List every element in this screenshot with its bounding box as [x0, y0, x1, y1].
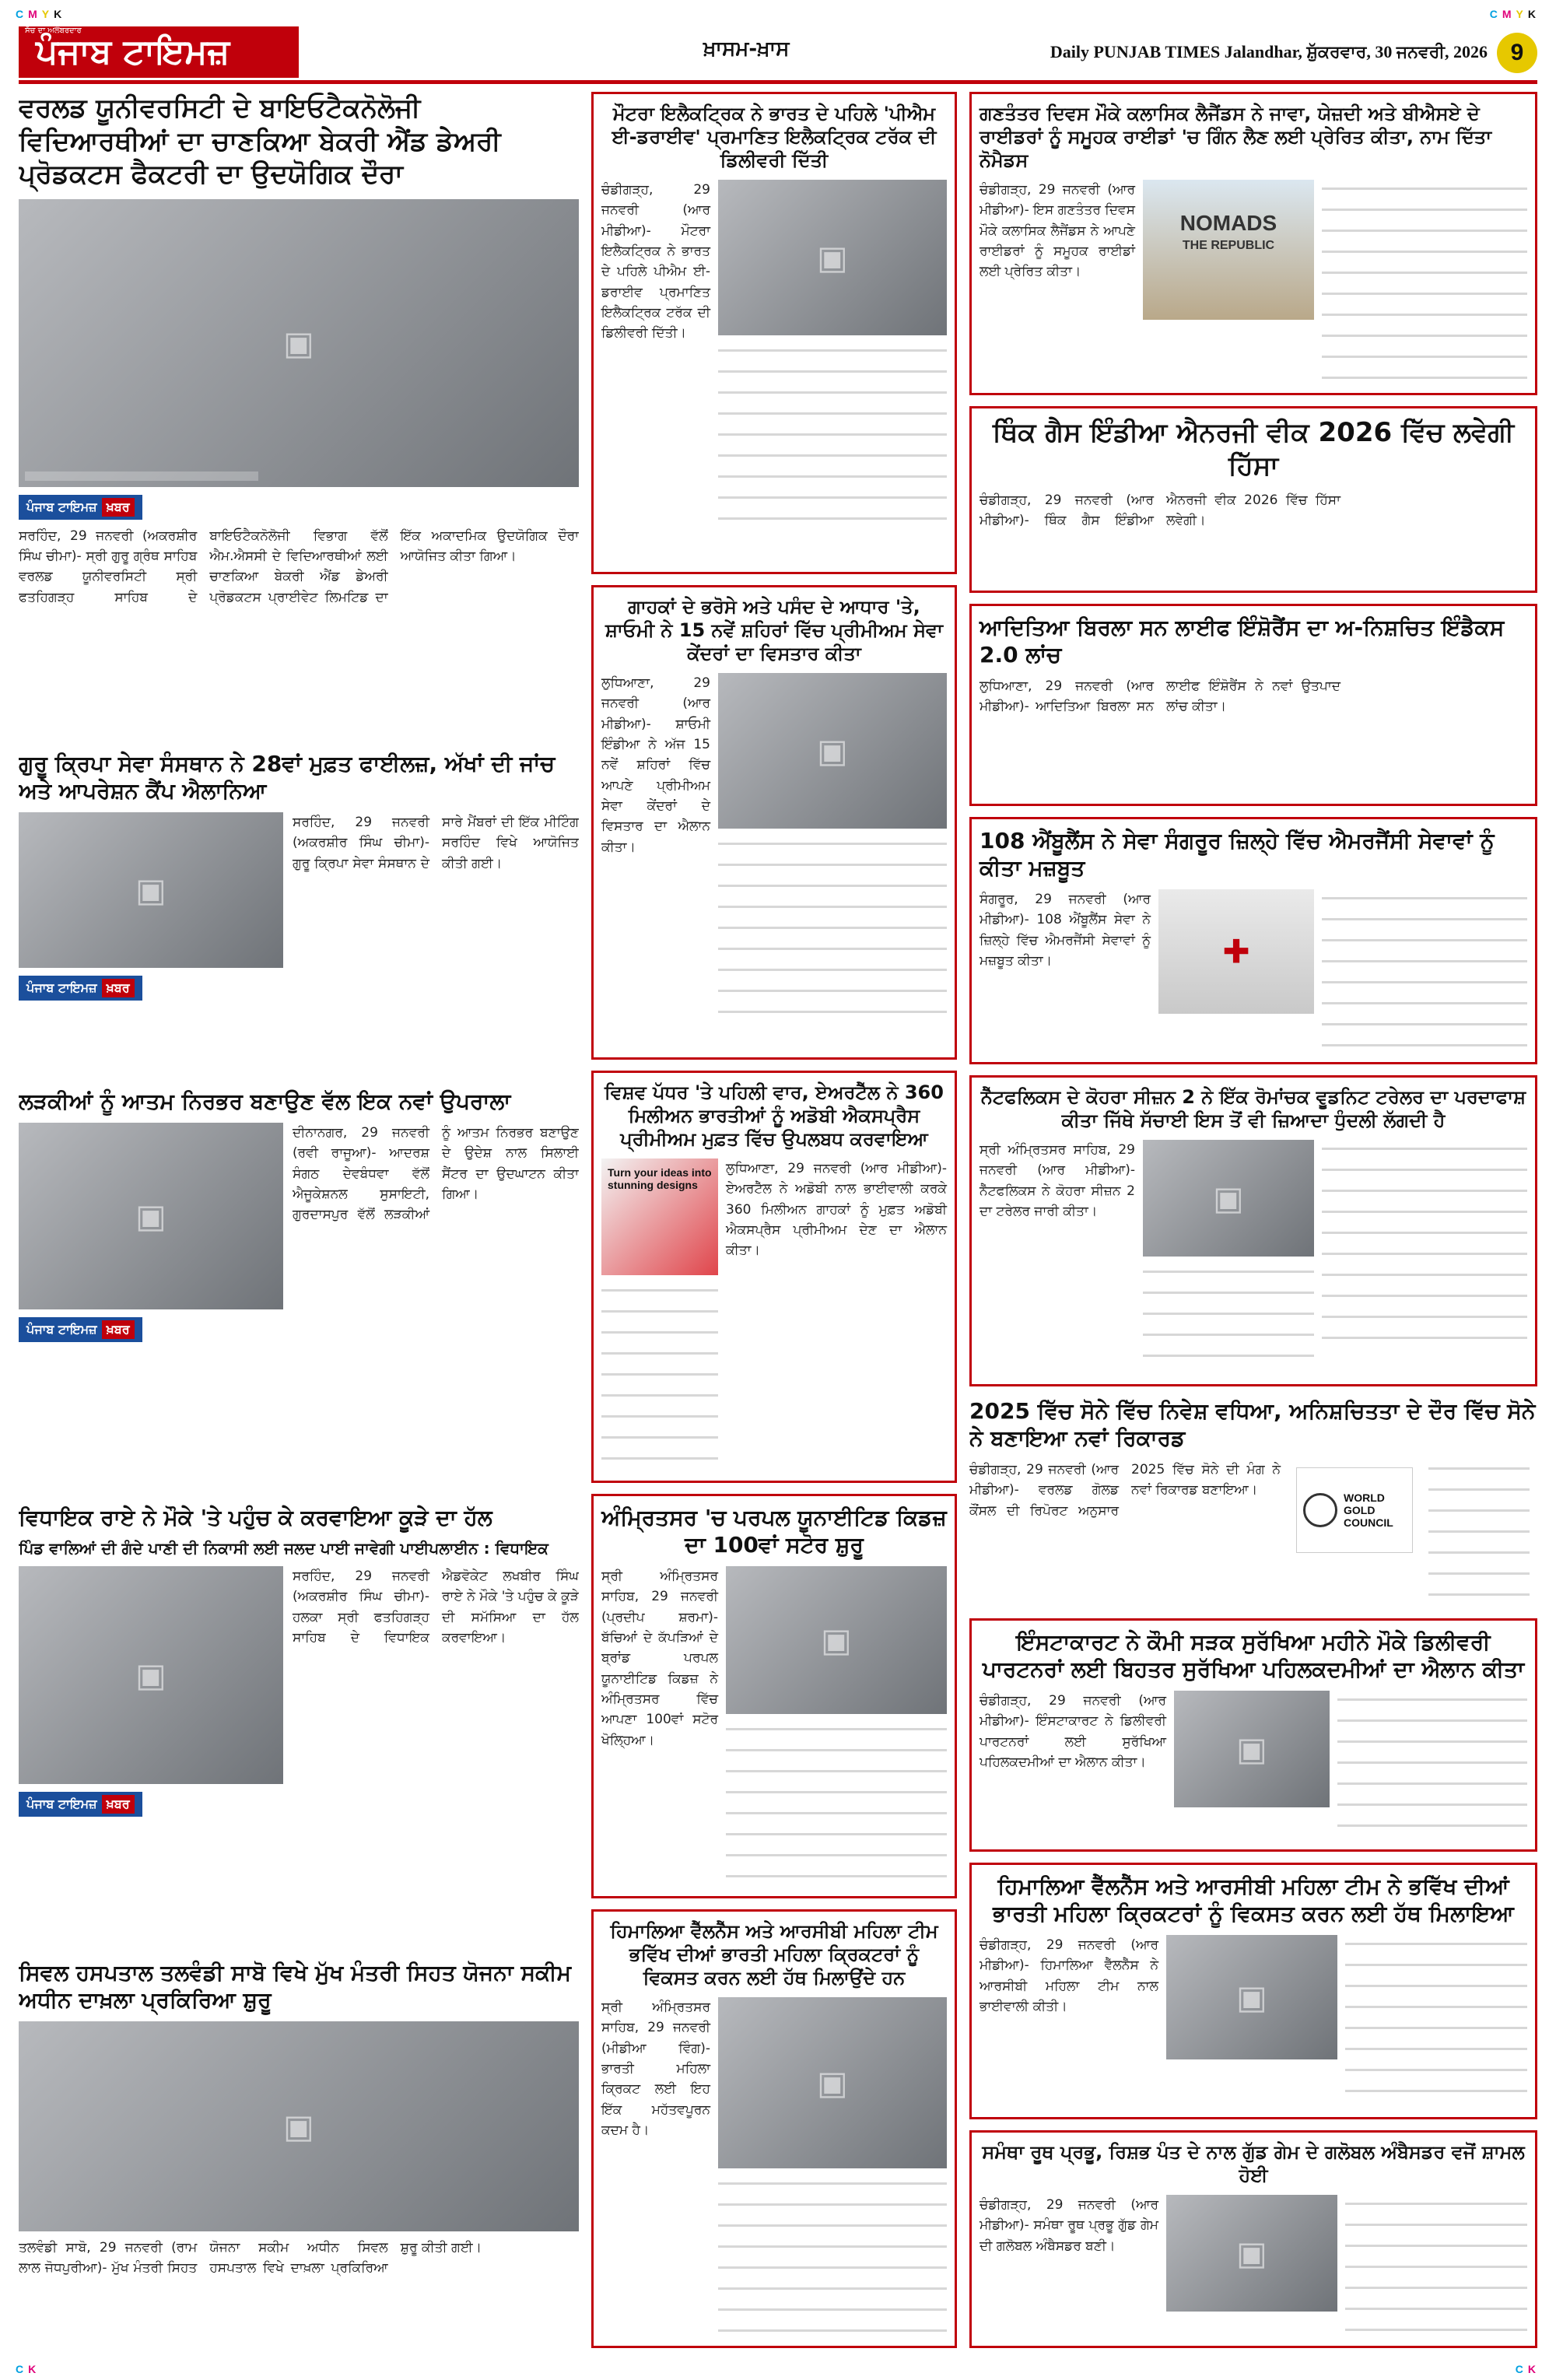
section-title: ਖ਼ਾਸਮ-ਖ਼ਾਸ: [703, 37, 790, 61]
article-body-continued: [1322, 180, 1527, 390]
article-body-continued: [718, 835, 947, 1014]
headline: ਥਿੰਕ ਗੈਸ ਇੰਡੀਆ ਐਨਰਜੀ ਵੀਕ 2026 ਵਿੱਚ ਲਵੇਗੀ ਹਿੱਸਾ: [992, 417, 1515, 482]
article-girls-self-reliant: [19, 1088, 579, 1492]
article-body: ਲੁਧਿਆਣਾ, 29 ਜਨਵਰੀ (ਆਰ ਮੀਡੀਆ)- ਆਦਿਤਿਆ ਬਿਰਲਾ ਸਨ ਲਾਈਫ ਇੰਸ਼ੋਰੈਂਸ ਨੇ ਨਵਾਂ ਉਤਪਾਦ ਲਾਂਚ ਕੀਤਾ।: [980, 678, 1340, 715]
article-body: ਸ੍ਰੀ ਅੰਮ੍ਰਿਤਸਰ ਸਾਹਿਬ, 29 ਜਨਵਰੀ (ਪ੍ਰਦੀਪ ਸ਼ਰਮਾ)- ਬੱਚਿਆਂ ਦੇ ਕੱਪੜਿਆਂ ਦੇ ਬ੍ਰਾਂਡ ਪਰਪਲ ਯੂਨਾਈਟਿਡ ਕਿਡਜ਼ ਨੇ ਅੰਮ੍ਰਿਤਸਰ ਵਿੱਚ ਆਪਣਾ 100ਵਾਂ ਸਟੋਰ ਖੋਲ੍ਹਿਆ।: [601, 1569, 718, 1748]
poster-subtitle: THE REPUBLIC: [1182, 239, 1275, 252]
byline-tag: ਪੰਜਾਬ ਟਾਇਮਜ਼ ਖ਼ਬਰ: [19, 495, 142, 520]
article-108-ambulance: [969, 817, 1537, 1064]
article-motra-electric: [591, 92, 957, 574]
headline: ਵਰਲਡ ਯੂਨੀਵਰਸਿਟੀ ਦੇ ਬਾਇਓਟੈਕਨੋਲੋਜੀ ਵਿਦਿਆਰਥੀਆਂ ਦਾ ਚਾਣਕਿਆ ਬੇਕਰੀ ਐਂਡ ਡੇਅਰੀ ਪ੍ਰੋਡਕਟਸ ਫੈਕਟਰੀ ਦਾ ਉਦਯੋਗਿਕ ਦੌਰਾ: [19, 93, 501, 190]
image-icon: ▣: [817, 2063, 848, 2102]
headline: ਸਮੰਥਾ ਰੂਥ ਪ੍ਰਭੂ, ਰਿਸ਼ਭ ਪੰਤ ਦੇ ਨਾਲ ਗੁੱਡ ਗੇਮ ਦੇ ਗਲੋਬਲ ਅੰਬੈਸਡਰ ਵਜੋਂ ਸ਼ਾਮਲ ਹੋਈ: [982, 2141, 1525, 2186]
article-body-continued: [601, 1281, 718, 1468]
article-samantha-goodgame: [969, 2130, 1537, 2348]
photo-trailer-still: [1143, 1140, 1314, 1257]
article-world-university: [19, 92, 579, 738]
photo-hospital: [19, 2021, 579, 2231]
column-left: [19, 92, 579, 2348]
article-purple-united-kids: [591, 1494, 957, 1898]
byline-tag: ਪੰਜਾਬ ਟਾਇਮਜ਼ ਖ਼ਬਰ: [19, 976, 142, 1001]
registration-marks-top-right: CMYK: [1489, 8, 1540, 20]
article-body-continued: [1345, 1935, 1527, 2106]
article-body-continued: [1428, 1460, 1530, 1607]
headline: ਅੰਮ੍ਰਿਤਸਰ 'ਚ ਪਰਪਲ ਯੂਨਾਈਟਿਡ ਕਿਡਜ਼ ਦਾ 100ਵਾਂ ਸਟੋਰ ਸ਼ੁਰੂ: [601, 1505, 947, 1558]
article-body: ਚੰਡੀਗੜ੍ਹ, 29 ਜਨਵਰੀ (ਆਰ ਮੀਡੀਆ)- ਇੰਸਟਾਕਾਰਟ ਨੇ ਡਿਲੀਵਰੀ ਪਾਰਟਨਰਾਂ ਲਈ ਸੁਰੱਖਿਆ ਪਹਿਲਕਦਮੀਆਂ ਦਾ ਐਲਾਨ ਕੀਤਾ।: [980, 1693, 1166, 1771]
photo-meeting: [19, 812, 283, 968]
registration-marks-top-left: CMYK: [16, 8, 67, 20]
article-body: ਚੰਡੀਗੜ੍ਹ, 29 ਜਨਵਰੀ (ਆਰ ਮੀਡੀਆ)- ਹਿਮਾਲਿਆ ਵੈੱਲਨੈੱਸ ਨੇ ਆਰਸੀਬੀ ਮਹਿਲਾ ਟੀਮ ਨਾਲ ਭਾਈਵਾਲੀ ਕੀਤੀ।: [980, 1937, 1158, 2015]
article-body: ਚੰਡੀਗੜ੍ਹ, 29 ਜਨਵਰੀ (ਆਰ ਮੀਡੀਆ)- ਮੌਟਰਾ ਇਲੈਕਟ੍ਰਿਕ ਨੇ ਭਾਰਤ ਦੇ ਪਹਿਲੇ ਪੀਐਮ ਈ-ਡਰਾਈਵ ਪ੍ਰਮਾਣਿਤ ਇਲੈਕਟ੍ਰਿਕ ਟਰੱਕ ਦੀ ਡਿਲੀਵਰੀ ਦਿੱਤੀ।: [601, 182, 710, 342]
image-icon: ▣: [283, 2107, 314, 2146]
article-body-continued: [718, 342, 947, 536]
image-icon: ▣: [1236, 1730, 1267, 1768]
article-xiaomi-service: [591, 585, 957, 1060]
headline: ਗਾਹਕਾਂ ਦੇ ਭਰੋਸੇ ਅਤੇ ਪਸੰਦ ਦੇ ਆਧਾਰ 'ਤੇ, ਸ਼ਾਓਮੀ ਨੇ 15 ਨਵੇਂ ਸ਼ਹਿਰਾਂ ਵਿੱਚ ਪ੍ਰੀਮੀਅਮ ਸੇਵਾ ਕੇਂਦਰਾਂ ਦਾ ਵਿਸਤਾਰ ਕੀਤਾ: [605, 596, 943, 664]
globe-icon: [1303, 1493, 1337, 1527]
image-icon: ▣: [135, 1656, 166, 1695]
article-body: ਚੰਡੀਗੜ੍ਹ, 29 ਜਨਵਰੀ (ਆਰ ਮੀਡੀਆ)- ਇਸ ਗਣਤੰਤਰ ਦਿਵਸ ਮੌਕੇ ਕਲਾਸਿਕ ਲੈਜੈਂਡਸ ਨੇ ਆਪਣੇ ਰਾਈਡਰਾਂ ਨੂੰ ਸਮੂਹਕ ਰਾਈਡਾਂ ਲਈ ਪ੍ਰੇਰਿਤ ਕੀਤਾ।: [980, 182, 1135, 280]
byline-tag: ਪੰਜਾਬ ਟਾਇਮਜ਼ ਖ਼ਬਰ: [19, 1317, 142, 1342]
ad-text: Turn your ideas into stunning designs: [608, 1166, 712, 1191]
photo-students-group: [19, 199, 579, 487]
headline: ਹਿਮਾਲਿਆ ਵੈੱਲਨੈੱਸ ਅਤੇ ਆਰਸੀਬੀ ਮਹਿਲਾ ਟੀਮ ਭਵਿੱਖ ਦੀਆਂ ਭਾਰਤੀ ਮਹਿਲਾ ਕ੍ਰਿਕਟਰਾਂ ਨੂੰ ਵਿਕਸਤ ਕਰਨ ਲਈ ਹੱਥ ਮਿਲਾਉਂਦੇ ਹਨ: [610, 1920, 938, 1989]
article-body-continued: [1322, 1140, 1527, 1358]
headline: ਹਿਮਾਲਿਆ ਵੈੱਲਨੈੱਸ ਅਤੇ ਆਰਸੀਬੀ ਮਹਿਲਾ ਟੀਮ ਨੇ ਭਵਿੱਖ ਦੀਆਂ ਭਾਰਤੀ ਮਹਿਲਾ ਕ੍ਰਿਕਟਰਾਂ ਨੂੰ ਵਿਕਸਤ ਕਰਨ ਲਈ ਹੱਥ ਮਿਲਾਇਆ: [993, 1874, 1514, 1926]
registration-marks-bottom-left: CK: [16, 2363, 41, 2375]
photo-cricket-team: [718, 1997, 947, 2168]
column-right: [969, 92, 1537, 2348]
photo-sewing-centre: [19, 1123, 283, 1309]
article-body: ਚੰਡੀਗੜ੍ਹ, 29 ਜਨਵਰੀ (ਆਰ ਮੀਡੀਆ)- ਸਮੰਥਾ ਰੂਥ ਪ੍ਰਭੂ ਗੁੱਡ ਗੇਮ ਦੀ ਗਲੋਬਲ ਅੰਬੈਸਡਰ ਬਣੀ।: [980, 2197, 1158, 2254]
article-body: ਲੁਧਿਆਣਾ, 29 ਜਨਵਰੀ (ਆਰ ਮੀਡੀਆ)- ਸ਼ਾਓਮੀ ਇੰਡੀਆ ਨੇ ਅੱਜ 15 ਨਵੇਂ ਸ਼ਹਿਰਾਂ ਵਿੱਚ ਆਪਣੇ ਪ੍ਰੀਮੀਅਮ ਸੇਵਾ ਕੇਂਦਰਾਂ ਦੇ ਵਿਸਤਾਰ ਦਾ ਐਲਾਨ ਕੀਤਾ।: [601, 675, 710, 855]
headline: ਗਣਤੰਤਰ ਦਿਵਸ ਮੌਕੇ ਕਲਾਸਿਕ ਲੈਜੈਂਡਸ ਨੇ ਜਾਵਾ, ਯੇਜ਼ਦੀ ਅਤੇ ਬੀਐਸਏ ਦੇ ਰਾਈਡਰਾਂ ਨੂੰ ਸਮੂਹਕ ਰਾਈਡਾਂ 'ਚ ਗਿੰਨ ਲੈਣ ਲਈ ਪ੍ਰੇਰਿਤ ਕੀਤਾ, ਨਾਮ ਦਿੱਤਾ ਨੋਮੈਡਸ: [980, 103, 1492, 171]
headline: ਮੌਟਰਾ ਇਲੈਕਟ੍ਰਿਕ ਨੇ ਭਾਰਤ ਦੇ ਪਹਿਲੇ 'ਪੀਐਮ ਈ-ਡਰਾਈਵ' ਪ੍ਰਮਾਣਿਤ ਇਲੈਕਟ੍ਰਿਕ ਟਰੱਕ ਦੀ ਡਿਲੀਵਰੀ ਦਿੱਤੀ: [612, 103, 937, 171]
headline: ਲੜਕੀਆਂ ਨੂੰ ਆਤਮ ਨਿਰਭਰ ਬਣਾਉਣ ਵੱਲ ਇਕ ਨਵਾਂ ਉਪਰਾਲਾ: [19, 1088, 511, 1114]
article-body: ਦੀਨਾਨਗਰ, 29 ਜਨਵਰੀ (ਰਵੀ ਰਾਜੂਆ)- ਆਦਰਸ਼ ਸੰਗਠ ਦੇਵਬੰਧਵਾ ਵੱਲੋਂ ਐਜੂਕੇਸ਼ਨਲ ਸੁਸਾਇਟੀ, ਗੁਰਦਾਸਪੁਰ ਵੱਲੋਂ ਲੜਕੀਆਂ ਨੂੰ ਆਤਮ ਨਿਰਭਰ ਬਣਾਉਣ ਦੇ ਉਦੇਸ਼ ਨਾਲ ਸਿਲਾਈ ਸੈਂਟਰ ਦਾ ਉਦਘਾਟਨ ਕੀਤਾ ਗਿਆ।: [293, 1125, 579, 1223]
photo-truck-showroom: [718, 180, 947, 335]
article-body-continued: [1337, 1691, 1527, 1838]
ad-airtel-adobe: [601, 1158, 718, 1275]
subheadline: ਪਿੰਡ ਵਾਲਿਆਂ ਦੀ ਗੰਦੇ ਪਾਣੀ ਦੀ ਨਿਕਾਸੀ ਲਈ ਜਲਦ ਪਾਈ ਜਾਵੇਗੀ ਪਾਈਪਲਾਈਨ : ਵਿਧਾਇਕ: [19, 1539, 548, 1558]
article-body: ਲੁਧਿਆਣਾ, 29 ਜਨਵਰੀ (ਆਰ ਮੀਡੀਆ)- ਏਅਰਟੈੱਲ ਨੇ ਅਡੋਬੀ ਨਾਲ ਭਾਈਵਾਲੀ ਕਰਕੇ 360 ਮਿਲੀਅਨ ਗਾਹਕਾਂ ਨੂੰ ਮੁਫ਼ਤ ਅਡੋਬੀ ਐਕਸਪ੍ਰੈਸ ਪ੍ਰੀਮੀਅਮ ਦੇਣ ਦਾ ਐਲਾਨ ਕੀਤਾ।: [726, 1161, 947, 1259]
photo-service-centre: [718, 673, 947, 829]
article-body: ਸਰਹਿੰਦ, 29 ਜਨਵਰੀ (ਅਕਰਸ਼ੀਰ ਸਿੰਘ ਚੀਮਾ)- ਗੁਰੂ ਕ੍ਰਿਪਾ ਸੇਵਾ ਸੰਸਥਾਨ ਦੇ ਸਾਰੇ ਮੈਂਬਰਾਂ ਦੀ ਇੱਕ ਮੀਟਿੰਗ ਸਰਹਿੰਦ ਵਿਖੇ ਆਯੋਜਿਤ ਕੀਤੀ ਗਈ।: [293, 815, 579, 871]
article-airtel-adobe: [591, 1071, 957, 1483]
image-icon: ▣: [817, 731, 848, 770]
photo-cricket-players: [1166, 1935, 1337, 2059]
article-himalaya-rcb-right: [969, 1863, 1537, 2119]
world-gold-council-logo: WORLD GOLD COUNCIL: [1296, 1467, 1413, 1553]
article-body-continued: [1143, 1263, 1314, 1364]
photo-delivery-partners: [1174, 1691, 1330, 1807]
photo-ambassadors: [1166, 2195, 1337, 2312]
article-instakart-safety: [969, 1618, 1537, 1852]
image-icon: ▣: [817, 238, 848, 277]
headline: 108 ਐਂਬੂਲੈਂਸ ਨੇ ਸੇਵਾ ਸੰਗਰੂਰ ਜ਼ਿਲ੍ਹੇ ਵਿੱਚ ਐਮਰਜੈਂਸੀ ਸੇਵਾਵਾਂ ਨੂੰ ਕੀਤਾ ਮਜ਼ਬੂਤ: [980, 828, 1495, 881]
ambulance-icon: ✚: [1222, 932, 1250, 971]
article-body: ਸਰਹਿੰਦ, 29 ਜਨਵਰੀ (ਅਕਰਸ਼ੀਰ ਸਿੰਘ ਚੀਮਾ)- ਸ੍ਰੀ ਗੁਰੂ ਗ੍ਰੰਥ ਸਾਹਿਬ ਵਰਲਡ ਯੂਨੀਵਰਸਿਟੀ ਸ੍ਰੀ ਫਤਹਿਗੜ੍ਹ ਸਾਹਿਬ ਦੇ ਬਾਇਓਟੈਕਨੋਲੋਜੀ ਵਿਭਾਗ ਵੱਲੋਂ ਐਮ.ਐਸਸੀ ਦੇ ਵਿਦਿਆਰਥੀਆਂ ਲਈ ਚਾਣਕਿਆ ਬੇਕਰੀ ਐਂਡ ਡੇਅਰੀ ਪ੍ਰੋਡਕਟਸ ਪ੍ਰਾਈਵੇਟ ਲਿਮਟਿਡ ਦਾ ਇੱਕ ਅਕਾਦਮਿਕ ਉਦਯੋਗਿਕ ਦੌਰਾ ਆਯੋਜਿਤ ਕੀਤਾ ਗਿਆ।: [19, 528, 579, 605]
article-guru-kripa-camp: [19, 750, 579, 1077]
article-civil-hospital-scheme: [19, 1959, 579, 2348]
dateline: Daily PUNJAB TIMES Jalandhar, ਸ਼ੁੱਕਰਵਾਰ, 30 ਜਨਵਰੀ, 2026: [1050, 42, 1488, 61]
article-body-continued: [718, 2175, 947, 2348]
headline: ਇੰਸਟਾਕਾਰਟ ਨੇ ਕੌਮੀ ਸੜਕ ਸੁਰੱਖਿਆ ਮਹੀਨੇ ਮੌਕੇ ਡਿਲੀਵਰੀ ਪਾਰਟਨਰਾਂ ਲਈ ਬਿਹਤਰ ਸੁਰੱਖਿਆ ਪਹਿਲਕਦਮੀਆਂ ਦਾ ਐਲਾਨ ਕੀਤਾ: [982, 1629, 1525, 1682]
headline: ਵਿਸ਼ਵ ਪੱਧਰ 'ਤੇ ਪਹਿਲੀ ਵਾਰ, ਏਅਰਟੈੱਲ ਨੇ 360 ਮਿਲੀਅਨ ਭਾਰਤੀਆਂ ਨੂੰ ਅਡੋਬੀ ਐਕਸਪ੍ਰੈਸ ਪ੍ਰੀਮੀਅਮ ਮੁਫ਼ਤ ਵਿੱਚ ਉਪਲਬਧ ਕਰਵਾਇਆ: [605, 1081, 944, 1150]
logo-tagline: ਸੱਚ ਦਾ ਅਲੰਬਰਦਾਰ: [25, 26, 82, 35]
newspaper-logo: ਸੱਚ ਦਾ ਅਲੰਬਰਦਾਰ ਪੰਜਾਬ ਟਾਇਮਜ਼: [19, 26, 299, 78]
article-body: ਚੰਡੀਗੜ੍ਹ, 29 ਜਨਵਰੀ (ਆਰ ਮੀਡੀਆ)- ਵਰਲਡ ਗੋਲਡ ਕੌਂਸਲ ਦੀ ਰਿਪੋਰਟ ਅਨੁਸਾਰ 2025 ਵਿੱਚ ਸੋਨੇ ਦੀ ਮੰਗ ਨੇ ਨਵਾਂ ਰਿਕਾਰਡ ਬਣਾਇਆ।: [969, 1462, 1281, 1519]
article-himalaya-rcb-middle: [591, 1909, 957, 2348]
image-icon: ▣: [1236, 1978, 1267, 2017]
image-icon: ▣: [1213, 1179, 1244, 1218]
image-icon: ▣: [821, 1621, 852, 1660]
headline: ਸਿਵਲ ਹਸਪਤਾਲ ਤਲਵੰਡੀ ਸਾਬੋ ਵਿਖੇ ਮੁੱਖ ਮੰਤਰੀ ਸਿਹਤ ਯੋਜਨਾ ਸਕੀਮ ਅਧੀਨ ਦਾਖ਼ਲਾ ਪ੍ਰਕਿਰਿਆ ਸ਼ੁਰੂ: [19, 1960, 572, 2013]
image-icon: ▣: [135, 1197, 166, 1236]
article-netflix-kohrra: [969, 1075, 1537, 1386]
article-classic-legends: [969, 92, 1537, 395]
article-body-continued: [1345, 2195, 1527, 2343]
article-body: ਸ੍ਰੀ ਅੰਮ੍ਰਿਤਸਰ ਸਾਹਿਬ, 29 ਜਨਵਰੀ (ਮੀਡੀਆ ਵਿੰਗ)- ਭਾਰਤੀ ਮਹਿਲਾ ਕ੍ਰਿਕਟ ਲਈ ਇਹ ਇੱਕ ਮਹੱਤਵਪੂਰਨ ਕਦਮ ਹੈ।: [601, 2000, 710, 2139]
article-aditya-birla: [969, 604, 1537, 806]
page-number: 9: [1497, 33, 1537, 73]
article-body: ਸਰਹਿੰਦ, 29 ਜਨਵਰੀ (ਅਕਰਸ਼ੀਰ ਸਿੰਘ ਚੀਮਾ)- ਹਲਕਾ ਸ੍ਰੀ ਫਤਹਿਗੜ੍ਹ ਸਾਹਿਬ ਦੇ ਵਿਧਾਇਕ ਐਡਵੋਕੇਟ ਲਖਬੀਰ ਸਿੰਘ ਰਾਏ ਨੇ ਮੌਕੇ 'ਤੇ ਪਹੁੰਚ ਕੇ ਕੂੜੇ ਦੀ ਸਮੱਸਿਆ ਦਾ ਹੱਲ ਕਰਵਾਇਆ।: [293, 1569, 579, 1646]
column-middle: [591, 92, 957, 2348]
poster-title: NOMADS: [1179, 211, 1277, 235]
article-body-continued: [726, 1720, 947, 1884]
article-mla-garbage: [19, 1504, 579, 1947]
article-body: ਤਲਵੰਡੀ ਸਾਬੋ, 29 ਜਨਵਰੀ (ਰਾਮ ਲਾਲ ਜੋਧਪੁਰੀਆ)- ਮੁੱਖ ਮੰਤਰੀ ਸਿਹਤ ਯੋਜਨਾ ਸਕੀਮ ਅਧੀਨ ਸਿਵਲ ਹਸਪਤਾਲ ਵਿਖੇ ਦਾਖ਼ਲਾ ਪ੍ਰਕਿਰਿਆ ਸ਼ੁਰੂ ਕੀਤੀ ਗਈ।: [19, 2240, 482, 2277]
article-body: ਸੰਗਰੂਰ, 29 ਜਨਵਰੀ (ਆਰ ਮੀਡੀਆ)- 108 ਐਂਬੂਲੈਂਸ ਸੇਵਾ ਨੇ ਜ਼ਿਲ੍ਹੇ ਵਿੱਚ ਐਮਰਜੈਂਸੀ ਸੇਵਾਵਾਂ ਨੂੰ ਮਜ਼ਬੂਤ ਕੀਤਾ।: [980, 892, 1151, 969]
article-gold-investment: [969, 1397, 1537, 1607]
photo-ambulance: [1158, 889, 1314, 1014]
article-body: ਚੰਡੀਗੜ੍ਹ, 29 ਜਨਵਰੀ (ਆਰ ਮੀਡੀਆ)- ਥਿੰਕ ਗੈਸ ਇੰਡੀਆ ਐਨਰਜੀ ਵੀਕ 2026 ਵਿੱਚ ਹਿੱਸਾ ਲਵੇਗੀ।: [980, 492, 1340, 529]
image-icon: ▣: [283, 324, 314, 362]
article-body-continued: [1322, 889, 1527, 1060]
headline: 2025 ਵਿੱਚ ਸੋਨੇ ਵਿੱਚ ਨਿਵੇਸ਼ ਵਧਿਆ, ਅਨਿਸ਼ਚਿਤਤਾ ਦੇ ਦੌਰ ਵਿੱਚ ਸੋਨੇ ਨੇ ਬਣਾਇਆ ਨਵਾਂ ਰਿਕਾਰਡ: [969, 1398, 1536, 1451]
masthead: [19, 23, 1537, 84]
image-icon: ▣: [1236, 2234, 1267, 2273]
image-icon: ▣: [135, 871, 166, 910]
headline: ਆਦਿਤਿਆ ਬਿਰਲਾ ਸਨ ਲਾਈਫ ਇੰਸ਼ੋਰੈਂਸ ਦਾ ਅ-ਨਿਸ਼ਚਿਤ ਇੰਡੈਕਸ 2.0 ਲਾਂਚ: [980, 615, 1505, 668]
photo-store-opening: [726, 1566, 947, 1714]
byline-tag: ਪੰਜਾਬ ਟਾਇਮਜ਼ ਖ਼ਬਰ: [19, 1792, 142, 1817]
headline: ਵਿਧਾਇਕ ਰਾਏ ਨੇ ਮੌਕੇ 'ਤੇ ਪਹੁੰਚ ਕੇ ਕਰਵਾਇਆ ਕੂੜੇ ਦਾ ਹੱਲ: [19, 1505, 492, 1530]
headline: ਗੁਰੂ ਕ੍ਰਿਪਾ ਸੇਵਾ ਸੰਸਥਾਨ ਨੇ 28ਵਾਂ ਮੁਫ਼ਤ ਫਾਈਲਜ਼, ਅੱਖਾਂ ਦੀ ਜਾਂਚ ਅਤੇ ਆਪਰੇਸ਼ਨ ਕੈਂਪ ਐਲਾਨਿਆ: [19, 751, 555, 804]
poster-nomads: [1143, 180, 1314, 320]
photo-garbage-site: [19, 1566, 283, 1784]
registration-marks-bottom-right: CK: [1515, 2363, 1540, 2375]
headline: ਨੈੱਟਫਲਿਕਸ ਦੇ ਕੋਹਰਾ ਸੀਜ਼ਨ 2 ਨੇ ਇੱਕ ਰੋਮਾਂਚਕ ਵੂਡਨਿਟ ਟਰੇਲਰ ਦਾ ਪਰਦਾਫਾਸ਼ ਕੀਤਾ ਜਿੱਥੇ ਸੱਚਾਈ ਇਸ ਤੋਂ ਵੀ ਜ਼ਿਆਦਾ ਧੁੰਦਲੀ ਲੱਗਦੀ ਹੈ: [980, 1086, 1526, 1131]
article-body: ਸ੍ਰੀ ਅੰਮ੍ਰਿਤਸਰ ਸਾਹਿਬ, 29 ਜਨਵਰੀ (ਆਰ ਮੀਡੀਆ)- ਨੈੱਟਫਲਿਕਸ ਨੇ ਕੋਹਰਾ ਸੀਜ਼ਨ 2 ਦਾ ਟਰੇਲਰ ਜਾਰੀ ਕੀਤਾ।: [980, 1142, 1135, 1220]
article-think-gas: [969, 406, 1537, 593]
